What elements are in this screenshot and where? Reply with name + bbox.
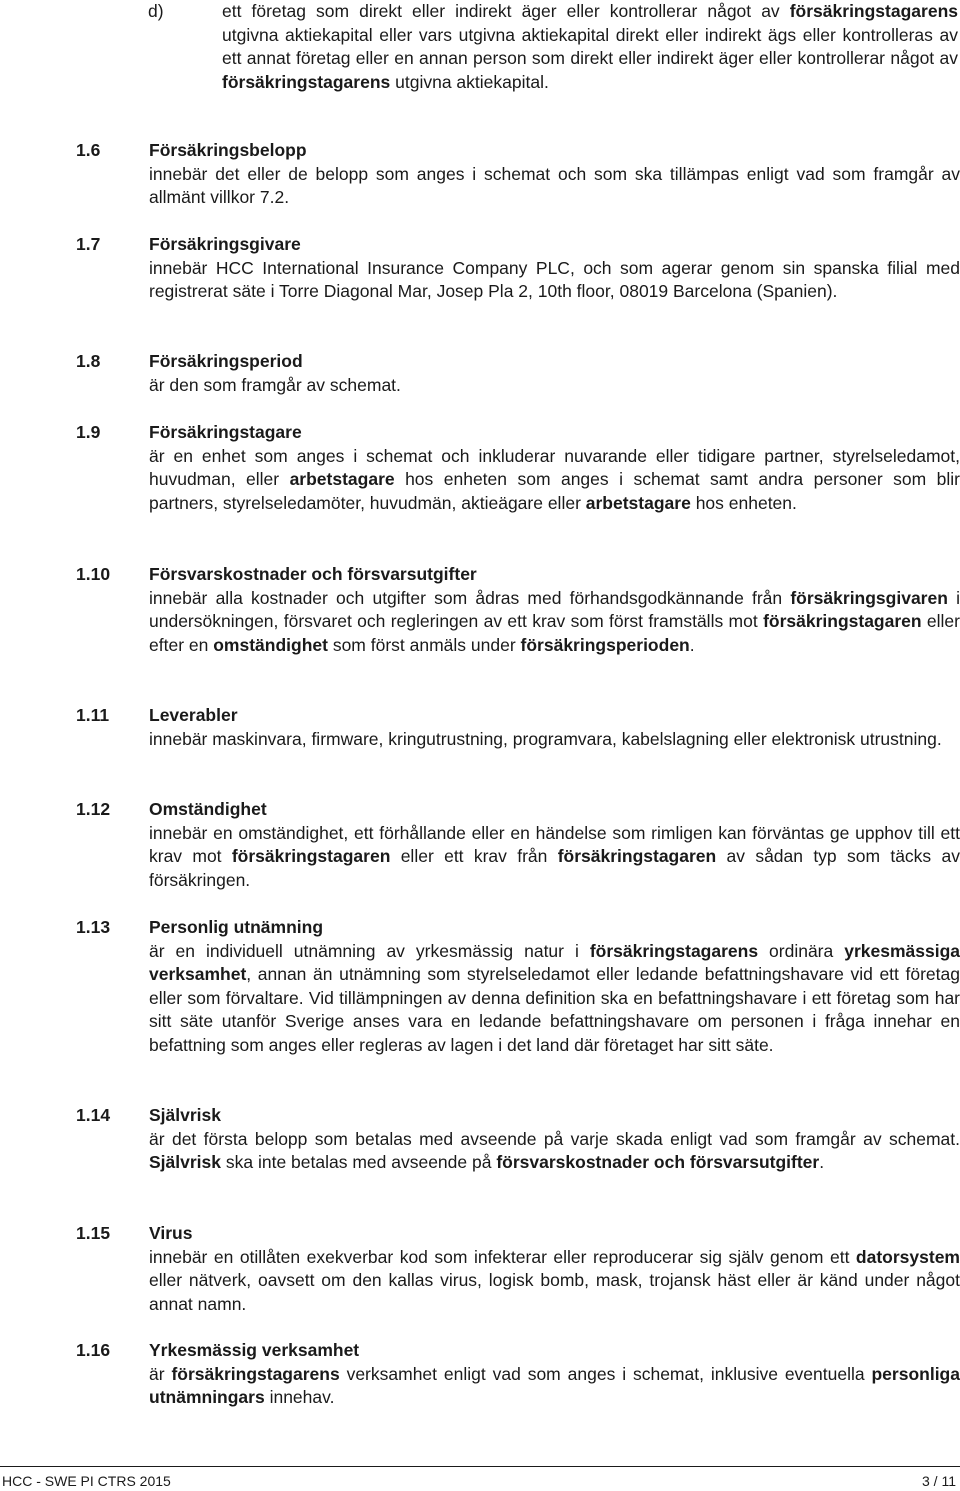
section-number: 1.13 — [76, 917, 111, 937]
section-heading: Försvarskostnader och försvarsutgifter — [149, 564, 477, 584]
definition-section-1-11 — [76, 704, 960, 751]
section-number: 1.11 — [76, 705, 110, 725]
section-number: 1.15 — [76, 1223, 111, 1243]
footer-page-number: 3 / 11 — [922, 1473, 956, 1489]
section-number: 1.10 — [76, 564, 111, 584]
definition-section-1-6 — [76, 139, 960, 210]
list-item-letter: d) — [148, 1, 164, 21]
section-heading: Försäkringsbelopp — [149, 140, 307, 160]
section-body: innebär HCC International Insurance Company PLC, och som agerar genom sin spanska filial med registrerat säte i Torre Diagonal Mar, Josep Pla 2, 10th floor, 08019 Barcelona (Spanien). — [149, 257, 960, 302]
section-heading: Personlig utnämning — [149, 917, 324, 937]
section-heading: Självrisk — [149, 1105, 221, 1125]
section-heading: Leverabler — [149, 705, 238, 725]
definition-section-1-7 — [76, 233, 960, 304]
section-heading: Yrkesmässig verksamhet — [149, 1340, 360, 1360]
definition-section-1-13 — [76, 916, 960, 1058]
section-number: 1.6 — [76, 140, 101, 160]
definition-section-1-9 — [76, 421, 960, 515]
list-item-d — [148, 0, 958, 94]
section-number: 1.9 — [76, 422, 101, 442]
section-body: är en individuell utnämning av yrkesmässig natur i försäkringstagarens ordinära yrkesmässiga verksamhet, annan än utnämning som styrelseledamot eller ledande befattningshavare vid ett företag eller som förvaltare. Vid tillämpningen av denna definition ska en befattningshavare i ett företag som har sitt säte utanför Sverige anses vara en ledande befattningshavare om personen i fråga innehar en befattning som anges eller regleras av lagen i det land där företaget har sitt säte. — [149, 940, 960, 1055]
definition-section-1-10 — [76, 563, 960, 657]
section-body: är försäkringstagarens verksamhet enligt vad som anges i schemat, inklusive eventuella personliga utnämningars innehav. — [149, 1363, 960, 1408]
footer-document-id: HCC - SWE PI CTRS 2015 — [2, 1473, 171, 1489]
section-body: innebär en otillåten exekverbar kod som infekterar eller reproducerar sig själv genom ett datorsystem eller nätverk, oavsett om den kallas virus, logisk bomb, mask, trojansk häst eller är känd under något annat namn. — [149, 1246, 960, 1314]
section-body: innebär alla kostnader och utgifter som ådras med förhandsgodkännande från försäkringsgivaren i undersökningen, försvaret och regleringen av ett krav som först framställs mot försäkringstagaren eller efter en omständighet som först anmäls under försäkringsperioden. — [149, 587, 960, 655]
section-number: 1.14 — [76, 1105, 111, 1125]
section-number: 1.12 — [76, 799, 111, 819]
section-body: är en enhet som anges i schemat och inkluderar nuvarande eller tidigare partner, styrelseledamot, huvudman, eller arbetstagare hos enheten som anges i schemat samt andra personer som blir partners, styrelseledamöter, huvudmän, aktieägare eller arbetstagare hos enheten. — [149, 445, 960, 513]
definition-section-1-14 — [76, 1104, 960, 1175]
section-body: innebär det eller de belopp som anges i schemat och som ska tillämpas enligt vad som framgår av allmänt villkor 7.2. — [149, 163, 960, 208]
section-number: 1.7 — [76, 234, 101, 254]
definition-section-1-8 — [76, 350, 960, 397]
section-body: innebär en omständighet, ett förhållande eller en händelse som rimligen kan förväntas ge upphov till ett krav mot försäkringstagaren eller ett krav från försäkringstagaren av sådan typ som täcks av försäkringen. — [149, 822, 960, 890]
section-heading: Omständighet — [149, 799, 267, 819]
section-number: 1.16 — [76, 1340, 111, 1360]
definition-section-1-16 — [76, 1339, 960, 1410]
definition-section-1-12 — [76, 798, 960, 892]
section-body: innebär maskinvara, firmware, kringutrustning, programvara, kabelslagning eller elektronisk utrustning. — [149, 728, 942, 749]
section-heading: Försäkringsgivare — [149, 234, 301, 254]
list-item-text: ett företag som direkt eller indirekt äger eller kontrollerar något av försäkringstagarens utgivna aktiekapital eller vars utgivna aktiekapital direkt eller indirekt ägs eller kontrolleras av ett annat företag eller en annan person som direkt eller indirekt äger eller kontrollerar något av försäkringstagarens utgivna aktiekapital. — [222, 1, 958, 92]
section-heading: Virus — [149, 1223, 193, 1243]
section-heading: Försäkringstagare — [149, 422, 302, 442]
section-number: 1.8 — [76, 351, 101, 371]
section-body: är den som framgår av schemat. — [149, 374, 401, 395]
definition-section-1-15 — [76, 1222, 960, 1316]
footer-divider — [0, 1466, 960, 1467]
section-body: är det första belopp som betalas med avseende på varje skada enligt vad som framgår av schemat. Självrisk ska inte betalas med avseende på försvarskostnader och försvarsutgifter. — [149, 1128, 960, 1173]
section-heading: Försäkringsperiod — [149, 351, 303, 371]
